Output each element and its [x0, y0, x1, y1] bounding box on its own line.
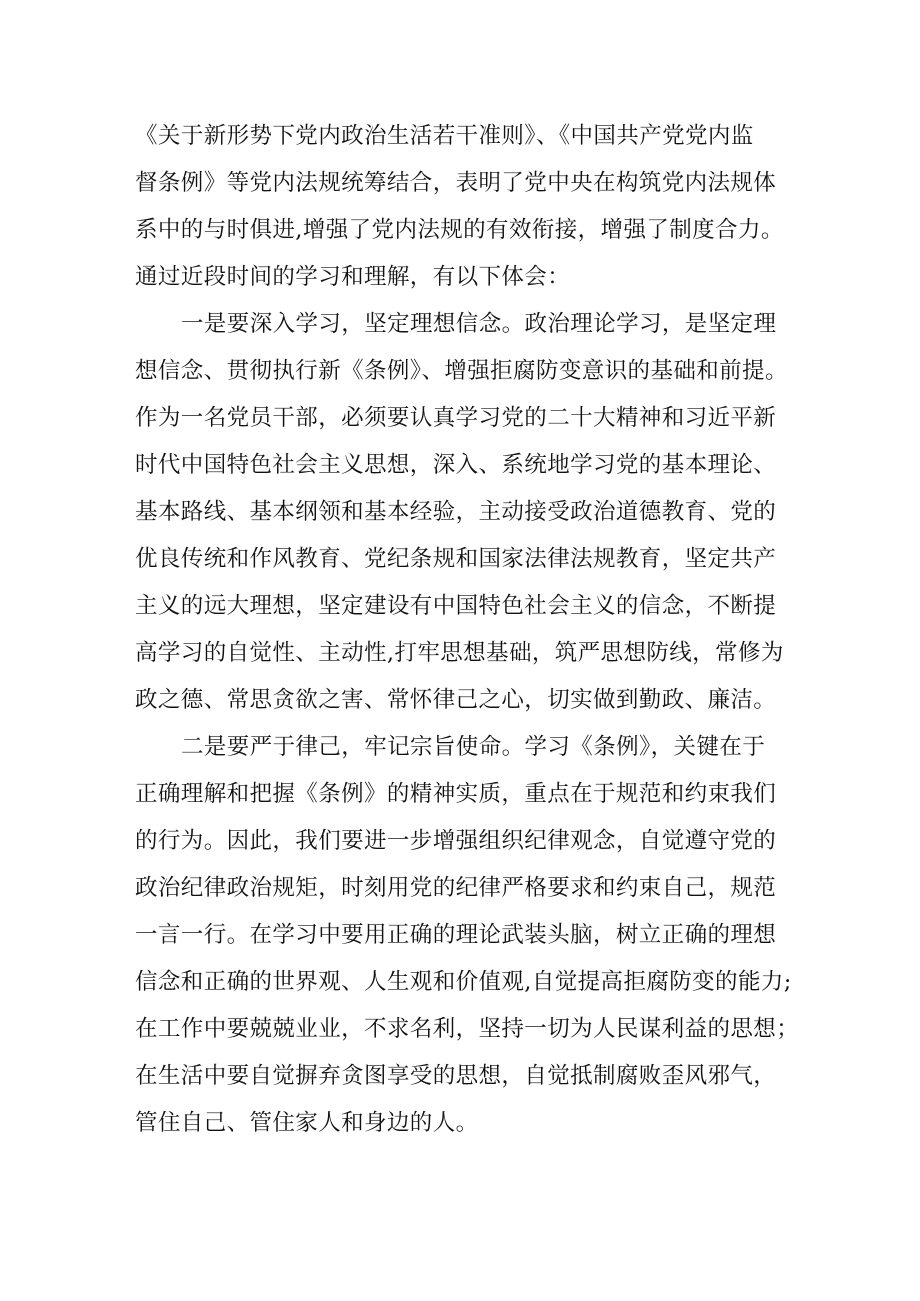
- paragraph: [135, 724, 805, 1147]
- text-line: 系中的与时俱进,增强了党内法规的有效衔接，增强了制度合力。: [135, 217, 784, 243]
- text-line: 信念和正确的世界观、人生观和价值观,自觉提高拒腐防变的能力;: [135, 969, 792, 995]
- paragraph: [135, 301, 805, 724]
- text-line: 主义的远大理想，坚定建设有中国特色社会主义的信念，不断提: [135, 593, 777, 619]
- text-line: 基本路线、基本纲领和基本经验，主动接受政治道德教育、党的: [135, 499, 777, 525]
- paragraph: [135, 113, 805, 301]
- text-line: 政之德、常思贪欲之害、常怀律己之心，切实做到勤政、廉洁。: [135, 687, 777, 713]
- document-body: [135, 113, 805, 1147]
- text-line: 《关于新形势下党内政治生活若干准则》、《中国共产党党内监: [135, 123, 754, 149]
- text-line: 在生活中要自觉摒弃贪图享受的思想，自觉抵制腐败歪风邪气，: [135, 1063, 777, 1089]
- text-line: 的行为。因此，我们要进一步增强组织纪律观念，自觉遵守党的: [135, 828, 777, 854]
- text-line: 作为一名党员干部，必须要认真学习党的二十大精神和习近平新: [135, 405, 777, 431]
- text-line: 高学习的自觉性、主动性,打牢思想基础，筑严思想防线，常修为: [135, 640, 784, 666]
- text-line: 一言一行。在学习中要用正确的理论武装头脑，树立正确的理想: [135, 922, 777, 948]
- text-line: 通过近段时间的学习和理解，有以下体会：: [135, 264, 571, 290]
- text-line: 想信念、贯彻执行新《条例》、增强拒腐防变意识的基础和前提。: [135, 358, 788, 384]
- text-line: 优良传统和作风教育、党纪条规和国家法律法规教育，坚定共产: [135, 546, 777, 572]
- text-line: 一是要深入学习，坚定理想信念。政治理论学习，是坚定理: [181, 311, 777, 337]
- text-line: 在工作中要兢兢业业，不求名利，坚持一切为人民谋利益的思想；: [135, 1016, 800, 1042]
- text-line: 管住自己、管住家人和身边的人。: [135, 1110, 479, 1136]
- text-line: 二是要严于律己，牢记宗旨使命。学习《条例》，关键在于: [181, 734, 766, 760]
- text-line: 督条例》等党内法规统筹结合，表明了党中央在构筑党内法规体: [135, 170, 777, 196]
- text-line: 政治纪律政治规矩，时刻用党的纪律严格要求和约束自己，规范: [135, 875, 777, 901]
- text-line: 正确理解和把握《条例》的精神实质，重点在于规范和约束我们: [135, 781, 777, 807]
- text-line: 时代中国特色社会主义思想，深入、系统地学习党的基本理论、: [135, 452, 777, 478]
